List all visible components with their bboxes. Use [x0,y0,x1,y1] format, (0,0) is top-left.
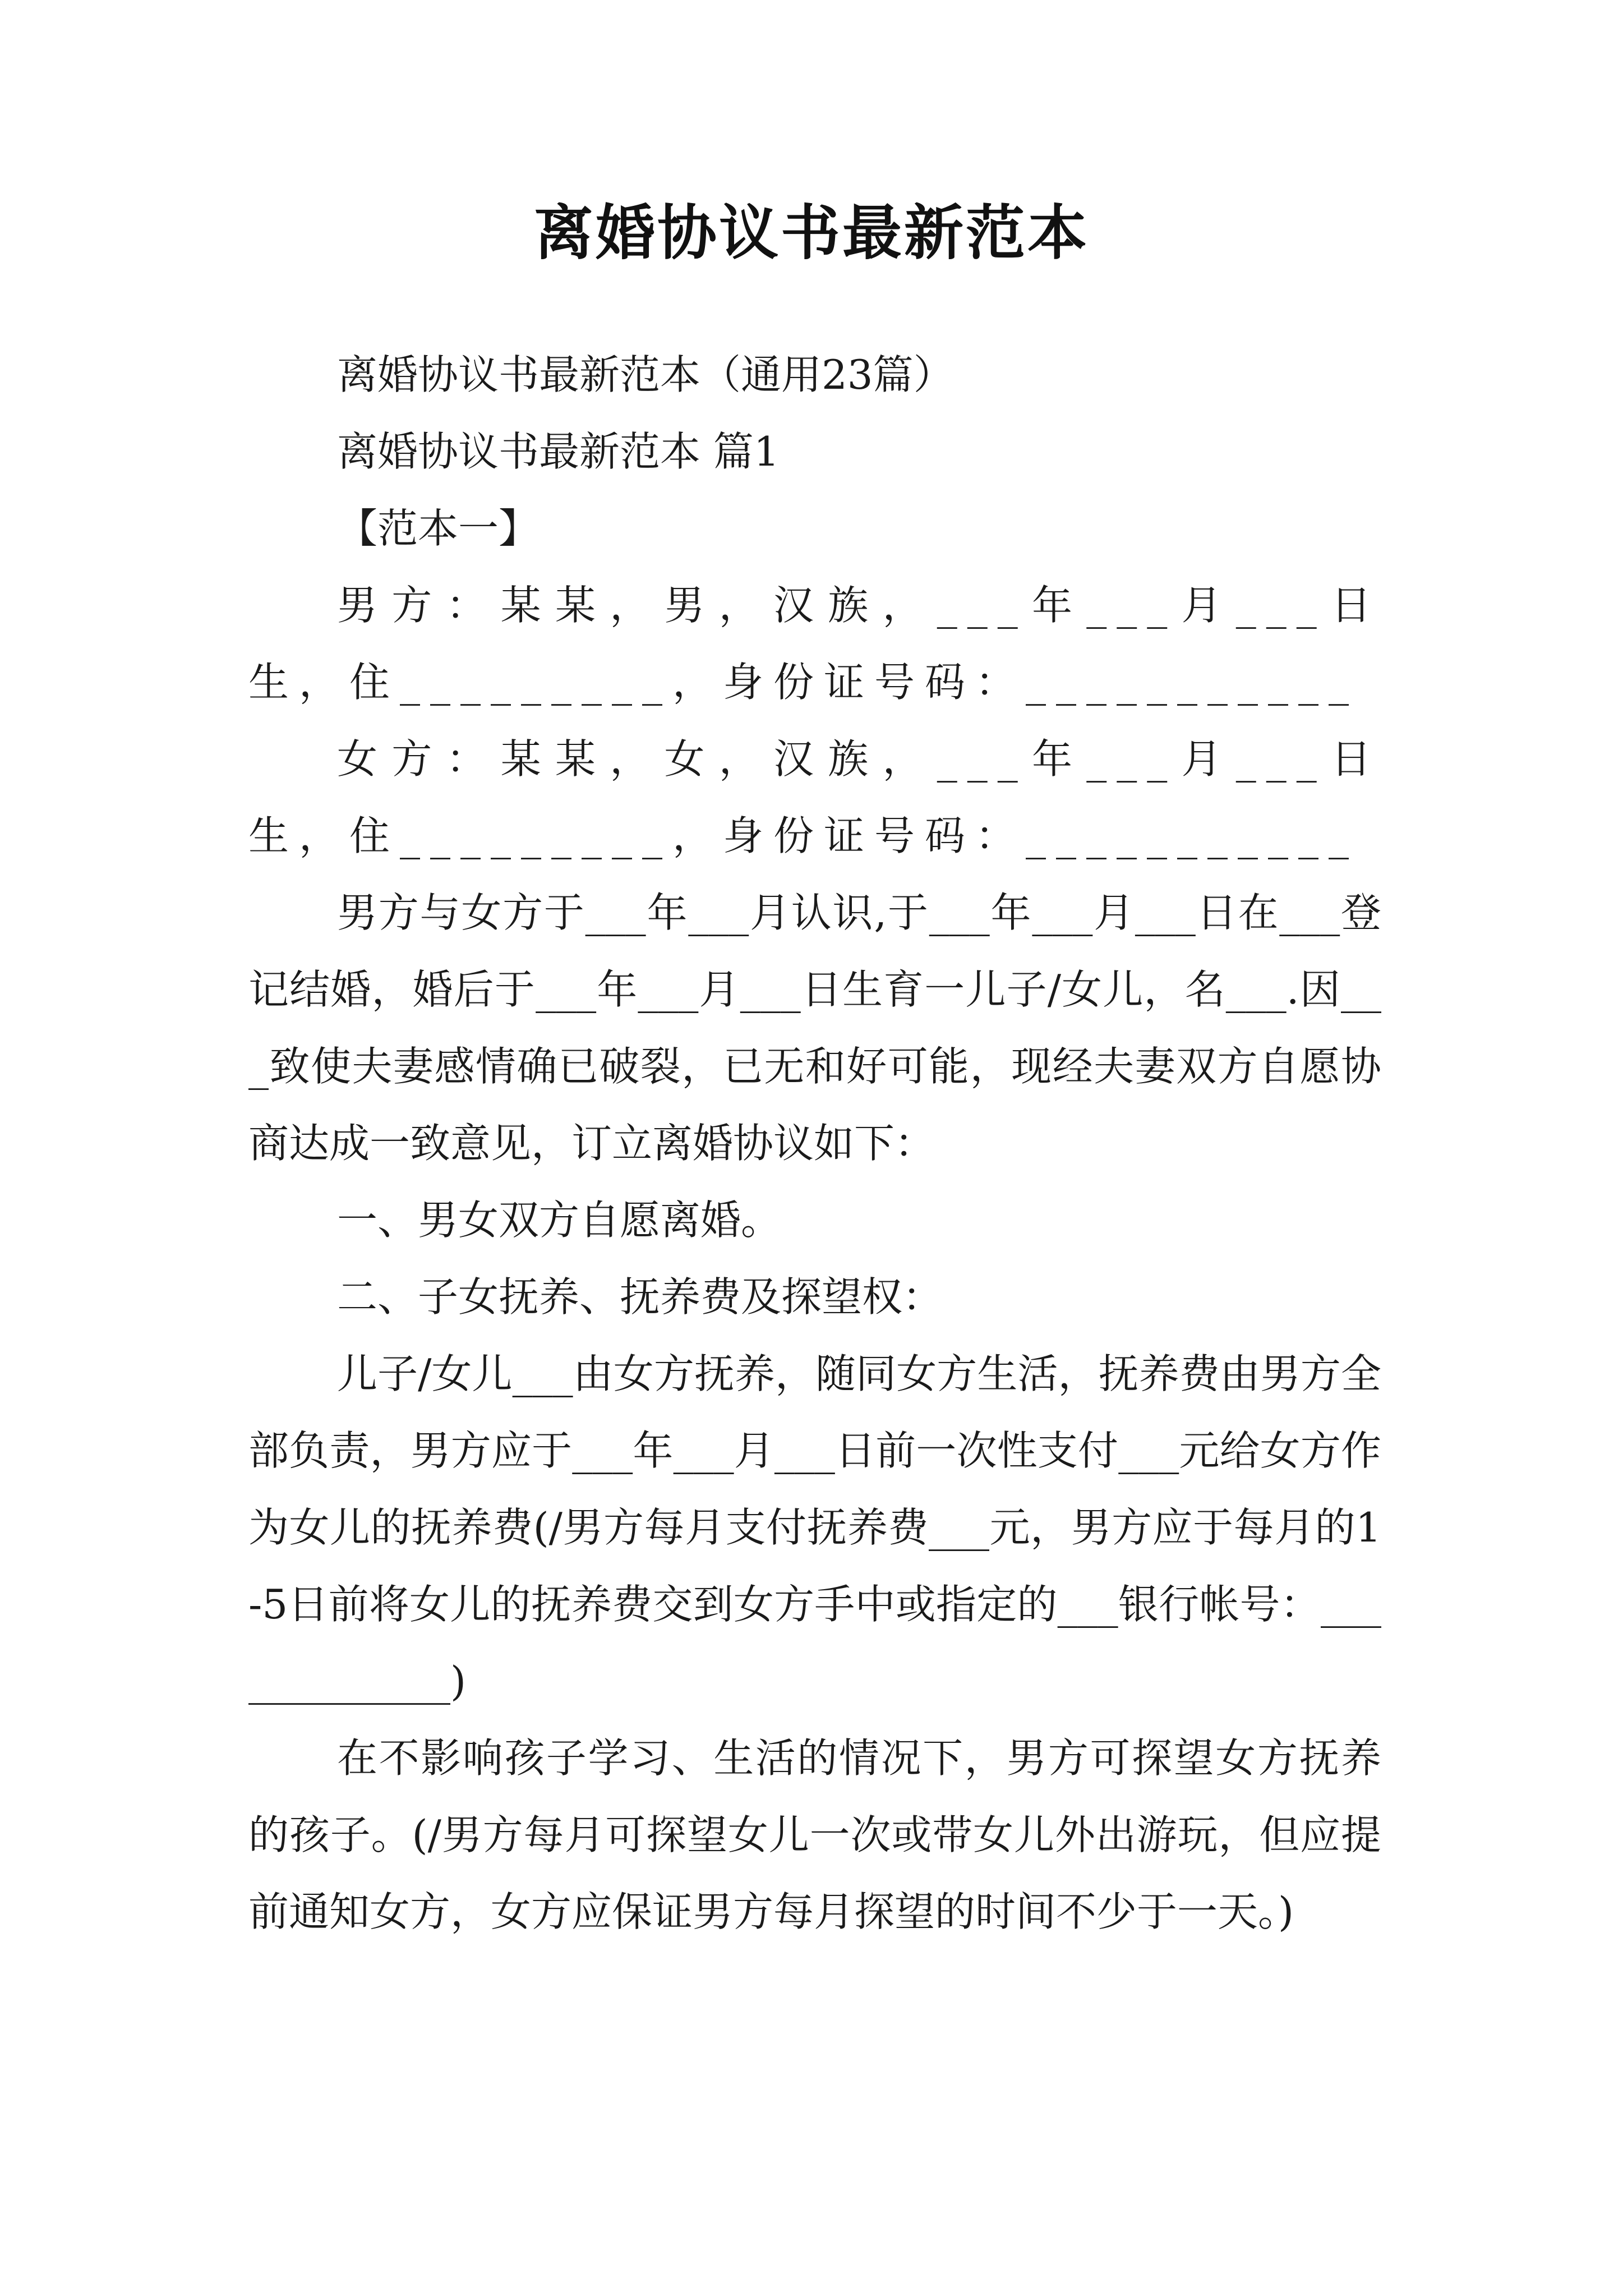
paragraph-background: 男方与女方于___年___月认识,于___年___月___日在___登记结婚，婚后于___年___月___日生育一儿子/女儿，名___.因___致使夫妻感情确已破裂，已无和好可能，现经夫妻双方自愿协商达成一致意见，订立离婚协议如下： [248,889,1381,1167]
party-male: 男方：某某，男，汉族，___年___月___日生，住_________，身份证号码：___________ [248,582,1381,706]
clause-1: 一、男女双方自愿离婚。 [337,1197,782,1244]
section-heading: 离婚协议书最新范本 篇1 [337,428,780,475]
clause-2-visitation: 在不影响孩子学习、生活的情况下，男方可探望女方抚养的孩子。(/男方每月可探望女儿一次或带女儿外出游玩，但应提前通知女方，女方应保证男方每月探望的时间不少于一天。) [248,1734,1381,1935]
template-label: 【范本一】 [337,505,540,552]
document-subtitle: 离婚协议书最新范本（通用23篇） [337,351,954,398]
party-female: 女方：某某，女，汉族，___年___月___日生，住_________，身份证号码：___________ [248,735,1381,859]
document-body [248,337,1381,1950]
document-title: 离婚协议书最新范本 [534,197,1089,268]
clause-2-custody: 儿子/女儿___由女方抚养，随同女方生活，抚养费由男方全部负责，男方应于___年___月___日前一次性支付___元给女方作为女儿的抚养费(/男方每月支付抚养费___元，男方应于每月的1-5日前将女儿的抚养费交到女方手中或指定的___银行帐号：_____________) [248,1350,1381,1705]
clause-2-heading: 二、子女抚养、抚养费及探望权： [337,1273,943,1320]
